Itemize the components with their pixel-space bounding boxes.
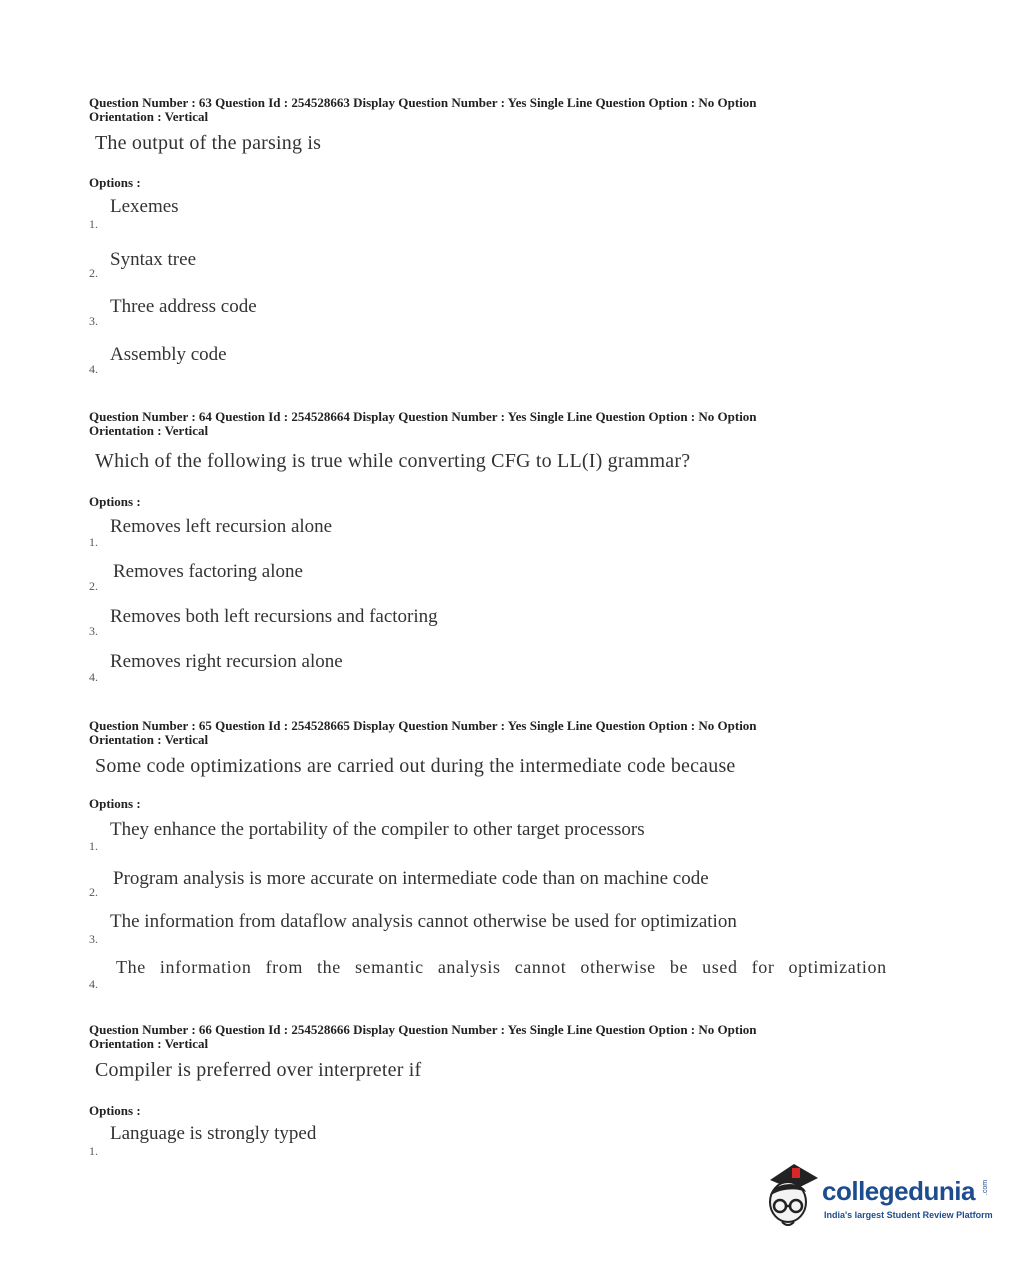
options-label: Options : [89, 494, 141, 509]
question-meta: Question Number : 65 Question Id : 254528665 Display Question Number : Yes Single Line Question Option : No Option Orientation : Vertical [89, 718, 757, 747]
option-text: Program analysis is more accurate on intermediate code than on machine code [113, 868, 709, 889]
option-text: They enhance the portability of the compiler to other target processors [110, 819, 645, 840]
option-number: 2. [89, 579, 98, 593]
option-3 [89, 606, 909, 642]
mascot-icon [764, 1162, 822, 1232]
option-4 [89, 651, 909, 687]
option-text: The information from the semantic analysis cannot otherwise be used for optimization [116, 957, 887, 977]
question-meta: Question Number : 66 Question Id : 254528666 Display Question Number : Yes Single Line Question Option : No Option Orientation : Vertical [89, 1022, 757, 1051]
option-number: 2. [89, 266, 98, 280]
option-number: 4. [89, 670, 98, 684]
option-3 [89, 911, 909, 947]
option-number: 4. [89, 977, 98, 991]
option-1 [89, 196, 909, 232]
question-text: Some code optimizations are carried out during the intermediate code because [95, 755, 736, 777]
option-2 [89, 561, 909, 597]
question-block-63 [89, 95, 989, 376]
option-number: 4. [89, 362, 98, 376]
option-1 [89, 1123, 909, 1159]
brand-name: collegedunia [822, 1176, 975, 1206]
options-label: Options : [89, 1103, 141, 1118]
option-number: 3. [89, 314, 98, 328]
question-text: Which of the following is true while converting CFG to LL(I) grammar? [95, 450, 691, 472]
option-text: Removes left recursion alone [110, 516, 333, 537]
option-number: 3. [89, 624, 98, 638]
options-label: Options : [89, 175, 141, 190]
option-text: Language is strongly typed [110, 1123, 317, 1144]
option-4 [89, 344, 909, 380]
option-number: 3. [89, 932, 98, 946]
options-label: Options : [89, 796, 141, 811]
option-number: 1. [89, 1144, 98, 1158]
option-text: Removes both left recursions and factoring [110, 606, 438, 627]
option-text: Removes factoring alone [113, 561, 303, 582]
brand-suffix: .com [982, 1179, 990, 1196]
question-text: The output of the parsing is [95, 132, 322, 154]
collegedunia-logo [764, 1162, 994, 1232]
option-text: Assembly code [110, 344, 227, 365]
option-1 [89, 819, 909, 855]
option-number: 2. [89, 885, 98, 899]
brand-tagline: India's largest Student Review Platform [824, 1210, 993, 1220]
question-block-64 [89, 409, 989, 684]
option-1 [89, 516, 909, 552]
question-block-66 [89, 1022, 989, 1158]
option-2 [89, 868, 909, 904]
option-text: Removes right recursion alone [110, 651, 343, 672]
question-meta: Question Number : 64 Question Id : 254528664 Display Question Number : Yes Single Line Question Option : No Option Orientation : Vertical [89, 409, 757, 438]
option-text: Three address code [110, 296, 257, 317]
question-text: Compiler is preferred over interpreter if [95, 1059, 422, 1081]
option-2 [89, 249, 909, 285]
option-number: 1. [89, 839, 98, 853]
option-number: 1. [89, 535, 98, 549]
option-text: Syntax tree [110, 249, 197, 270]
question-meta: Question Number : 63 Question Id : 254528663 Display Question Number : Yes Single Line Question Option : No Option Orientation : Vertical [89, 95, 757, 124]
question-block-65 [89, 718, 989, 991]
option-4 [89, 957, 909, 993]
option-3 [89, 296, 909, 332]
option-number: 1. [89, 217, 98, 231]
option-text: Lexemes [110, 196, 179, 217]
option-text: The information from dataflow analysis cannot otherwise be used for optimization [110, 911, 737, 932]
